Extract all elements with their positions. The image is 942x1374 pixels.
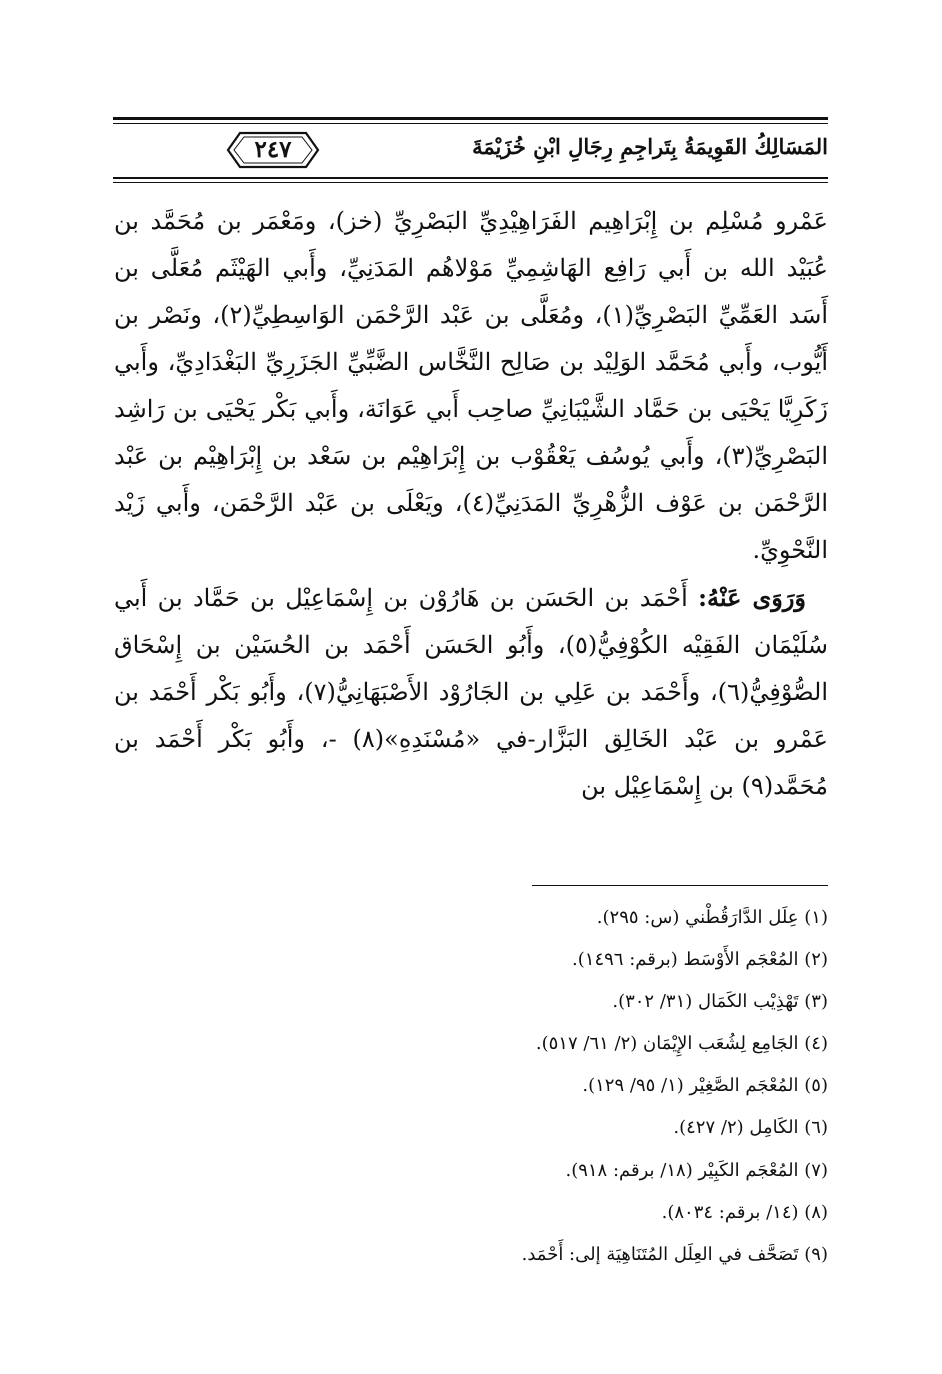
header-rule-top (113, 117, 828, 120)
footnote: (٣) تَهْذِيْب الكَمَال (٣١/ ٣٠٢). (612, 991, 828, 1013)
footnote: (٨) (١٤/ برقم: ٨٠٣٤). (661, 1201, 828, 1223)
footnote: (١) عِلَل الدَّارَقُطْني (س: ٢٩٥). (596, 907, 828, 928)
footnote: (٩) تَصَحَّف في العِلَل المُتَنَاهِيَة إلى: أَحْمَد. (521, 1243, 828, 1265)
page-number: ٢٤٧ (254, 136, 292, 163)
header-rule-top-thin (113, 123, 828, 124)
paragraph (114, 574, 828, 810)
header-rule-bottom (113, 177, 828, 179)
paragraph-lead: وَرَوَى عَنْهُ: (698, 583, 806, 612)
footnote: (٥) المُعْجَم الصَّغِيْر (١/ ٩٥/ ١٢٩). (582, 1075, 828, 1097)
paragraph-text: أَحْمَد بن الحَسَن بن هَارُوْن بن إِسْمَاعِيْل بن حَمَّاد بن أَبي سُلَيْمَان الفَقِيْه الكُوْفِيُّ(٥)، وأَبُو الحَسَن أَحْمَد بن الحُسَيْن بن إِسْحَاق الصُّوْفِيُّ(٦)، وأَحْمَد بن عَلِي بن الجَارُوْد الأَصْبَهَانِيُّ(٧)، وأَبُو بَكْر أَحْمَد بن عَمْرو بن عَبْد الخَالِق البَزَّار-في «مُسْنَدِهِ»(٨) -، وأَبُو بَكْر أَحْمَد بن مُحَمَّد(٩) بن إِسْمَاعِيْل بن (114, 584, 829, 800)
running-title: المَسَالِكُ القَوِيمَةُ بِتَراجِمِ رِجَالِ ابْنِ خُزَيْمَةَ (472, 134, 828, 159)
footnotes-list (328, 897, 828, 1276)
page-number-badge (226, 131, 320, 169)
main-text (114, 198, 828, 810)
header-rule-bottom-thin (113, 182, 828, 183)
footnote: (٧) المُعْجَم الكَبِيْر (١٨/ برقم: ٩١٨). (565, 1159, 828, 1181)
paragraph: عَمْرو مُسْلِم بن إِبْرَاهِيم الفَرَاهِيْدِيِّ البَصْرِيِّ (خز)، ومَعْمَر بن مُحَمَّد بن عُبَيْد الله بن أَبي رَافِع الهَاشِمِيِّ مَوْلاهُم المَدَنِيِّ، وأَبي الهَيْثَم مُعَلَّى بن أَسَد العَمِّيِّ البَصْرِيِّ(١)، ومُعَلَّى بن عَبْد الرَّحْمَن الوَاسِطِيِّ(٢)، ونَصْر بن أَيُّوب، وأَبي مُحَمَّد الوَلِيْد بن صَالِح النَّخَّاس الضَّبِّيِّ الجَزَرِيِّ البَغْدَادِيِّ، وأَبي زَكَرِيَّا يَحْيَى بن حَمَّاد الشَّيْبَانِيِّ صاحِب أَبي عَوَانَة، وأَبي بَكْر يَحْيَى بن رَاشِد البَصْرِيِّ(٣)، وأَبي يُوسُف يَعْقُوْب بن إِبْرَاهِيْم بن سَعْد بن إِبْرَاهِيْم بن عَبْد الرَّحْمَن بن عَوْف الزُّهْرِيِّ المَدَنِيِّ(٤)، ويَعْلَى بن عَبْد الرَّحْمَن، وأَبي زَيْد النَّحْوِيِّ. (114, 207, 829, 564)
footnote: (٤) الجَامِع لِشُعَب الإِيْمَان (٢/ ٦١/ ٥١٧). (535, 1033, 828, 1055)
footnote-separator (532, 885, 828, 886)
footnote: (٦) الكَامِل (٢/ ٤٢٧). (673, 1117, 828, 1139)
footnote: (٢) المُعْجَم الأَوْسَط (برقم: ١٤٩٦). (572, 949, 828, 971)
